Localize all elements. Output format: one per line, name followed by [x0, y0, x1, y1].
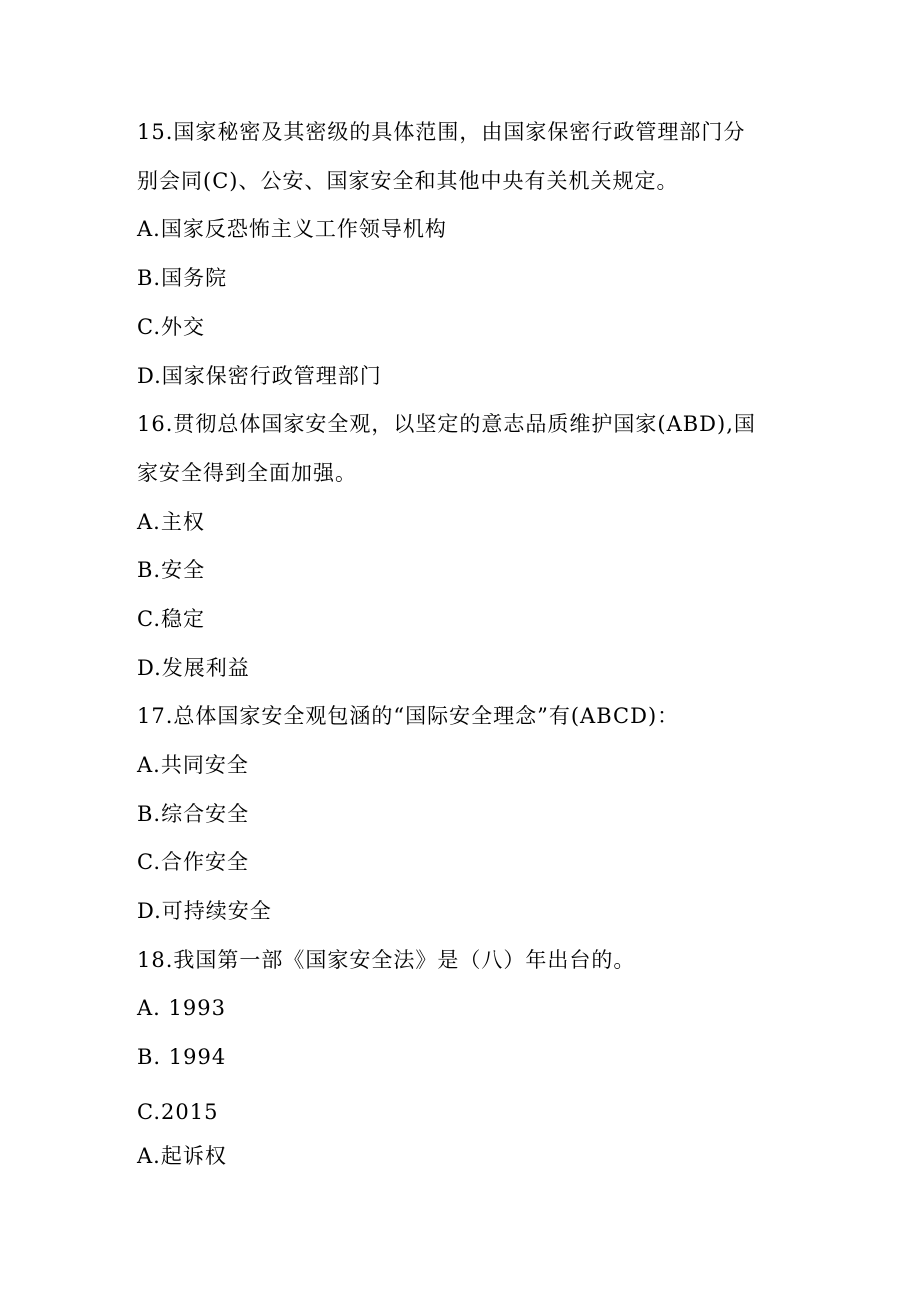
question-16-option-d: D.发展利益 — [137, 656, 250, 680]
question-15-option-c: C.外交 — [137, 315, 205, 339]
question-16-option-a: A.主权 — [137, 510, 205, 534]
question-16-option-c: C.稳定 — [137, 607, 205, 631]
question-16-option-b: B.安全 — [137, 558, 206, 582]
question-17-option-a: A.共同安全 — [137, 753, 249, 777]
question-18-option-b: B. 1994 — [137, 1045, 227, 1069]
question-15-option-a: A.国家反恐怖主义工作领导机构 — [137, 217, 447, 241]
question-15-stem-line-2: 别会同(C)、公安、国家安全和其他中央有关机关规定。 — [137, 169, 679, 193]
question-18-option-extra: A.起诉权 — [137, 1144, 227, 1168]
question-17-stem-line-1: 17.总体国家安全观包涵的“国际安全理念”有(ABCD)： — [137, 704, 680, 728]
question-18-stem-line-1: 18.我国第一部《国家安全法》是（八）年出台的。 — [137, 948, 636, 972]
question-16-stem-line-2: 家安全得到全面加强。 — [137, 461, 357, 485]
question-15-option-b: B.国务院 — [137, 266, 228, 290]
question-17-option-d: D.可持续安全 — [137, 899, 272, 923]
question-17-option-b: B.综合安全 — [137, 802, 250, 826]
question-17-option-c: C.合作安全 — [137, 850, 249, 874]
question-16-stem-line-1: 16.贯彻总体国家安全观，以坚定的意志品质维护国家(ABD),国 — [137, 412, 756, 436]
question-18-option-c: C.2015 — [137, 1100, 219, 1124]
question-15-option-d: D.国家保密行政管理部门 — [137, 364, 382, 388]
question-18-option-a: A. 1993 — [137, 996, 226, 1020]
question-15-stem-line-1: 15.国家秘密及其密级的具体范围，由国家保密行政管理部门分 — [137, 120, 746, 144]
